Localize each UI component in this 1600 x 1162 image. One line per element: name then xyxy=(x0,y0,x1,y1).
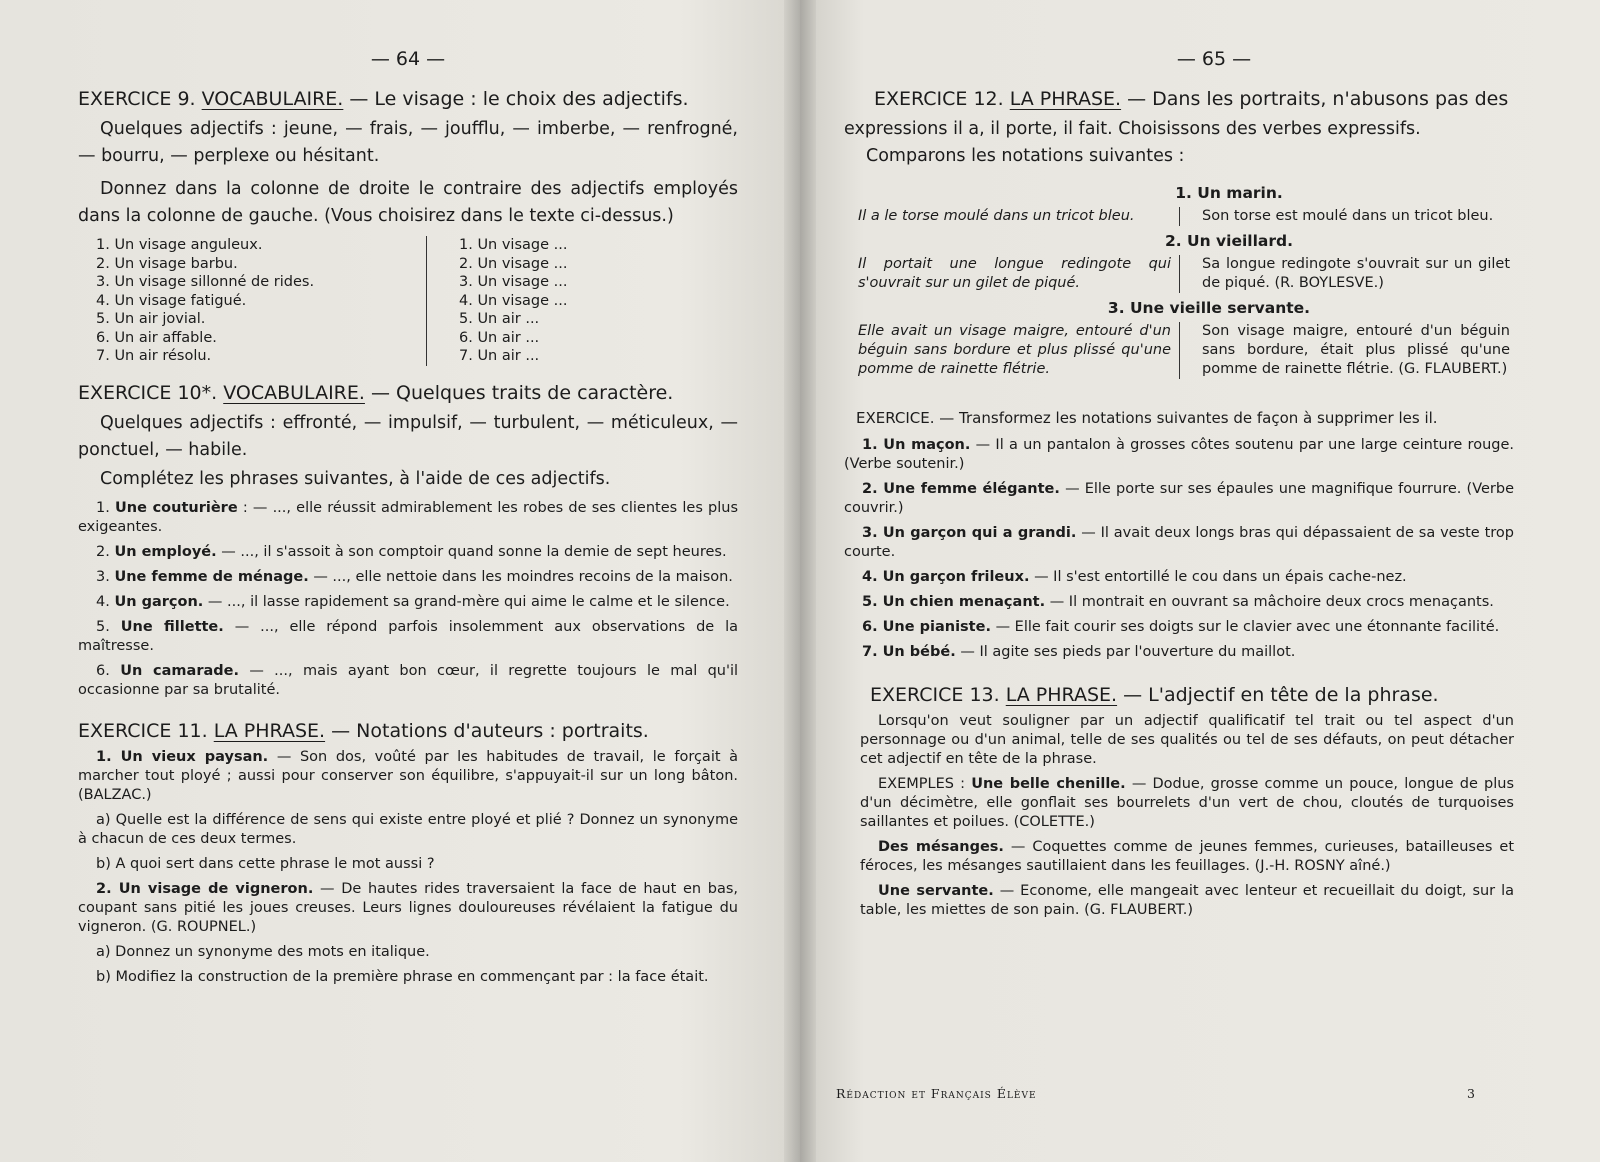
list-item: 6. Un air affable. xyxy=(96,329,217,346)
adjective-list: Quelques adjectifs : jeune, — frais, — joufflu, — imberbe, — renfrogné, — bourru, — perplexe ou hésitant. xyxy=(78,119,738,166)
footer-title: Rédaction et Français Élève xyxy=(836,1086,1037,1101)
item-text: — ..., il lasse rapidement sa grand-mère qui aime le calme et le silence. xyxy=(207,593,730,610)
examples-label: EXEMPLES : xyxy=(878,776,966,792)
list-item xyxy=(844,643,1514,662)
list-item: 5. Un air jovial. xyxy=(96,311,206,327)
page-number: — 65 — xyxy=(1176,48,1252,70)
instruction: Complétez les phrases suivantes, à l'aide de ces adjectifs. xyxy=(100,468,611,489)
item-text: — Coquettes comme de jeunes femmes, curieuses, batailleuses et féroces, les mésanges sautillaient dans les feuillages. (J.-H. ROSNY aîné.) xyxy=(860,839,1514,874)
item-text: — ..., mais ayant bon cœur, il regrette toujours le mal qu'il occasionne par sa brutalité. xyxy=(78,662,739,698)
list-item xyxy=(78,543,738,562)
list-item xyxy=(78,499,738,537)
exercise-topic: LA PHRASE. xyxy=(213,719,326,742)
instruction: Donnez dans la colonne de droite le contraire des adjectifs employés dans la colonne de gauche. (Vous choisirez dans le texte ci-dessus.) xyxy=(78,179,738,226)
table-cell-improved: Sa longue redingote s'ouvrait sur un gilet de piqué. (R. BOYLESVE.) xyxy=(1202,256,1510,291)
item-text: — Il avait deux longs bras qui dépassaient de sa veste trop courte. xyxy=(844,525,1514,560)
item-subject: Une fillette. xyxy=(120,618,224,635)
exercise-12-title xyxy=(844,88,1514,110)
item-number: 6. xyxy=(96,662,110,679)
list-item: 2. Un visage barbu. xyxy=(96,255,238,272)
item-text: — Il agite ses pieds par l'ouverture du maillot. xyxy=(960,644,1296,660)
item-subject: 2. Une femme élégante. xyxy=(862,481,1060,497)
list-item xyxy=(78,618,738,656)
exercise-number: EXERCICE 11. xyxy=(78,719,208,742)
item-text: : — ..., elle réussit admirablement les robes de ses clientes les plus exigeantes. xyxy=(78,499,739,535)
item-subject: Un camarade. xyxy=(120,662,239,679)
item-subject: Un garçon. xyxy=(114,593,204,610)
portrait-2 xyxy=(78,880,738,937)
item-text: — Econome, elle mangeait avec lenteur et recueillait du doigt, sur la table, les miettes de son pain. (G. FLAUBERT.) xyxy=(860,883,1515,918)
item-text: — Il a un pantalon à grosses côtes soutenu par une large ceinture rouge. (Verbe soutenir.) xyxy=(844,437,1514,472)
item-number: 5. xyxy=(96,618,110,635)
page-65 xyxy=(800,0,1600,1162)
two-column-list xyxy=(78,236,738,366)
list-item: 6. Un air ... xyxy=(459,329,540,346)
item-number: 1. xyxy=(96,499,110,516)
list-item: 7. Un air résolu. xyxy=(96,348,212,364)
instruction: Comparons les notations suivantes : xyxy=(866,146,1185,166)
exercise-number: EXERCICE 12. xyxy=(874,88,1004,110)
table-cell-improved: Son visage maigre, entouré d'un béguin sans bordure, était plus plissé qu'une pomme de rainette flétrie. (G. FLAUBERT.) xyxy=(1202,323,1510,377)
list-item xyxy=(844,568,1514,587)
item-text: — Elle fait courir ses doigts sur le clavier avec une étonnante facilité. xyxy=(995,619,1500,635)
table-cell-original: Il a le torse moulé dans un tricot bleu. xyxy=(844,207,1180,226)
exercise-13-body xyxy=(844,712,1514,920)
table-heading: 2. Un vieillard. xyxy=(1164,232,1294,250)
intro-paragraph: Lorsqu'on veut souligner par un adjectif qualificatif tel trait ou tel aspect d'un personnage ou d'un animal, telle de ses qualités ou tel de ses défauts, on peut détacher cet adjectif en tête de la phrase. xyxy=(860,713,1514,767)
item-text: — De hautes rides traversaient la face de haut en bas, coupant sans pitié les joues creuses. Leurs lignes douloureuses révélaient la fatigue du vigneron. (G. ROUPNEL.) xyxy=(78,880,738,935)
table-heading: 3. Une vieille servante. xyxy=(1107,299,1311,317)
list-item: 4. Un visage fatigué. xyxy=(96,292,247,309)
question-b: b) A quoi sert dans cette phrase le mot aussi ? xyxy=(96,855,435,872)
list-item: 2. Un visage ... xyxy=(459,255,568,272)
item-subject: 5. Un chien menaçant. xyxy=(862,594,1046,610)
exercise-subtitle: — Notations d'auteurs : portraits. xyxy=(325,719,649,742)
question-a: a) Quelle est la différence de sens qui existe entre ployé et plié ? Donnez un synonyme à chacun de ces deux termes. xyxy=(78,811,738,847)
exercise-items xyxy=(844,436,1514,662)
question-a: a) Donnez un synonyme des mots en italique. xyxy=(96,943,430,960)
list-item xyxy=(844,593,1514,612)
book-gutter xyxy=(784,0,816,1162)
exercise-topic: LA PHRASE. xyxy=(1009,88,1122,110)
list-item: 1. Un visage anguleux. xyxy=(96,237,263,253)
exercise-number: EXERCICE 13. xyxy=(870,684,1000,706)
list-item xyxy=(78,568,738,587)
item-text: — Il montrait en ouvrant sa mâchoire deux crocs menaçants. xyxy=(1049,594,1494,610)
exercise-topic: VOCABULAIRE. xyxy=(201,88,344,110)
item-number: 2. xyxy=(96,543,110,560)
item-subject: Une couturière xyxy=(115,499,238,516)
item-subject: Un employé. xyxy=(114,543,217,560)
item-subject: Une femme de ménage. xyxy=(114,568,309,585)
item-subject: 3. Un garçon qui a grandi. xyxy=(862,525,1077,541)
list-item: 7. Un air ... xyxy=(459,348,540,364)
exercise-9-title xyxy=(78,88,738,110)
item-text: — Son dos, voûté par les habitudes de travail, le forçait à marcher tout ployé ; aussi pour conserver son équilibre, s'appuyait-il sur un long bâton. (BALZAC.) xyxy=(78,748,739,803)
list-item: 4. Un visage ... xyxy=(459,292,568,309)
instruction: expressions il a, il porte, il fait. Choisissons des verbes expressifs. xyxy=(844,119,1421,139)
item-text: — ..., il s'assoit à son comptoir quand sonne la demie de sept heures. xyxy=(221,543,727,560)
item-text: — Il s'est entortillé le cou dans un épais cache-nez. xyxy=(1034,569,1407,585)
comparison-table xyxy=(844,184,1514,379)
footer-signature-number: 3 xyxy=(1467,1086,1476,1101)
right-column xyxy=(427,236,567,366)
exercise-10-title xyxy=(78,382,738,404)
item-subject: Des mésanges. xyxy=(878,839,1004,855)
left-column xyxy=(78,236,427,366)
list-item: 1. Un visage ... xyxy=(459,237,568,253)
item-subject: 1. Un vieux paysan. xyxy=(96,748,269,765)
table-row xyxy=(844,207,1514,226)
exercise-subtitle: — Dans les portraits, n'abusons pas des xyxy=(1121,88,1509,110)
table-row xyxy=(844,322,1514,379)
item-subject: 6. Une pianiste. xyxy=(862,619,991,635)
question-b: b) Modifiez la construction de la première phrase en commençant par : la face était. xyxy=(96,968,709,985)
item-number: 3. xyxy=(96,568,110,585)
table-cell-improved: Son torse est moulé dans un tricot bleu. xyxy=(1202,208,1494,224)
list-item xyxy=(78,662,738,700)
table-cell-original: Il portait une longue redingote qui s'ouvrait sur un gilet de piqué. xyxy=(844,255,1180,293)
exercise-title: EXERCICE. — Transformez les notations suivantes de façon à supprimer les il. xyxy=(856,409,1438,427)
list-item: 3. Un visage sillonné de rides. xyxy=(96,274,315,290)
exercise-topic: LA PHRASE. xyxy=(1005,684,1118,706)
exercise-topic: VOCABULAIRE. xyxy=(223,381,365,404)
exercise-11-title xyxy=(78,720,738,742)
item-text: — ..., elle répond parfois insolemment aux observations de la maîtresse. xyxy=(78,618,739,654)
item-text: — ..., elle nettoie dans les moindres recoins de la maison. xyxy=(313,568,733,585)
list-item xyxy=(78,593,738,612)
exercise-number: EXERCICE 10*. xyxy=(78,381,218,404)
list-item: 5. Un air ... xyxy=(459,311,540,327)
page-footer xyxy=(836,1086,1476,1101)
item-subject: 4. Un garçon frileux. xyxy=(862,569,1030,585)
sentence-list xyxy=(78,499,738,700)
exercise-number: EXERCICE 9. xyxy=(78,88,196,110)
example-3 xyxy=(860,882,1514,920)
item-subject: Une servante. xyxy=(878,883,994,899)
portrait-1 xyxy=(78,748,738,805)
item-text: — Elle porte sur ses épaules une magnifique fourrure. (Verbe couvrir.) xyxy=(844,481,1514,516)
table-row xyxy=(844,255,1514,293)
item-subject: 1. Un maçon. xyxy=(862,437,971,453)
item-subject: 7. Un bébé. xyxy=(862,644,956,660)
table-heading: 1. Un marin. xyxy=(1175,184,1283,202)
exercise-13-title xyxy=(844,684,1514,706)
adjective-list: Quelques adjectifs : effronté, — impulsif, — turbulent, — méticuleux, — ponctuel, — habile. xyxy=(78,412,738,460)
list-item xyxy=(844,480,1514,518)
exercise-subtitle: — Quelques traits de caractère. xyxy=(364,381,674,404)
exercise-subtitle: — L'adjectif en tête de la phrase. xyxy=(1117,684,1439,706)
list-item: 3. Un visage ... xyxy=(459,274,568,290)
exercise-subtitle: — Le visage : le choix des adjectifs. xyxy=(343,88,689,110)
page-number: — 64 — xyxy=(370,48,446,70)
item-number: 4. xyxy=(96,593,110,610)
list-item xyxy=(844,436,1514,474)
example-2 xyxy=(860,838,1514,876)
list-item xyxy=(844,618,1514,637)
item-subject: Une belle chenille. xyxy=(971,776,1126,792)
item-subject: 2. Un visage de vigneron. xyxy=(96,880,314,897)
item-text: — Dodue, grosse comme un pouce, longue de plus d'un décimètre, elle gonflait ses bourrelets d'un vert de chou, cloutés de turquoises saillantes et poilues. (COLETTE.) xyxy=(860,776,1515,830)
list-item xyxy=(844,524,1514,562)
example-1 xyxy=(860,775,1514,832)
table-cell-original: Elle avait un visage maigre, entouré d'un béguin sans bordure et plus plissé qu'une pomme de rainette flétrie. xyxy=(844,322,1180,379)
